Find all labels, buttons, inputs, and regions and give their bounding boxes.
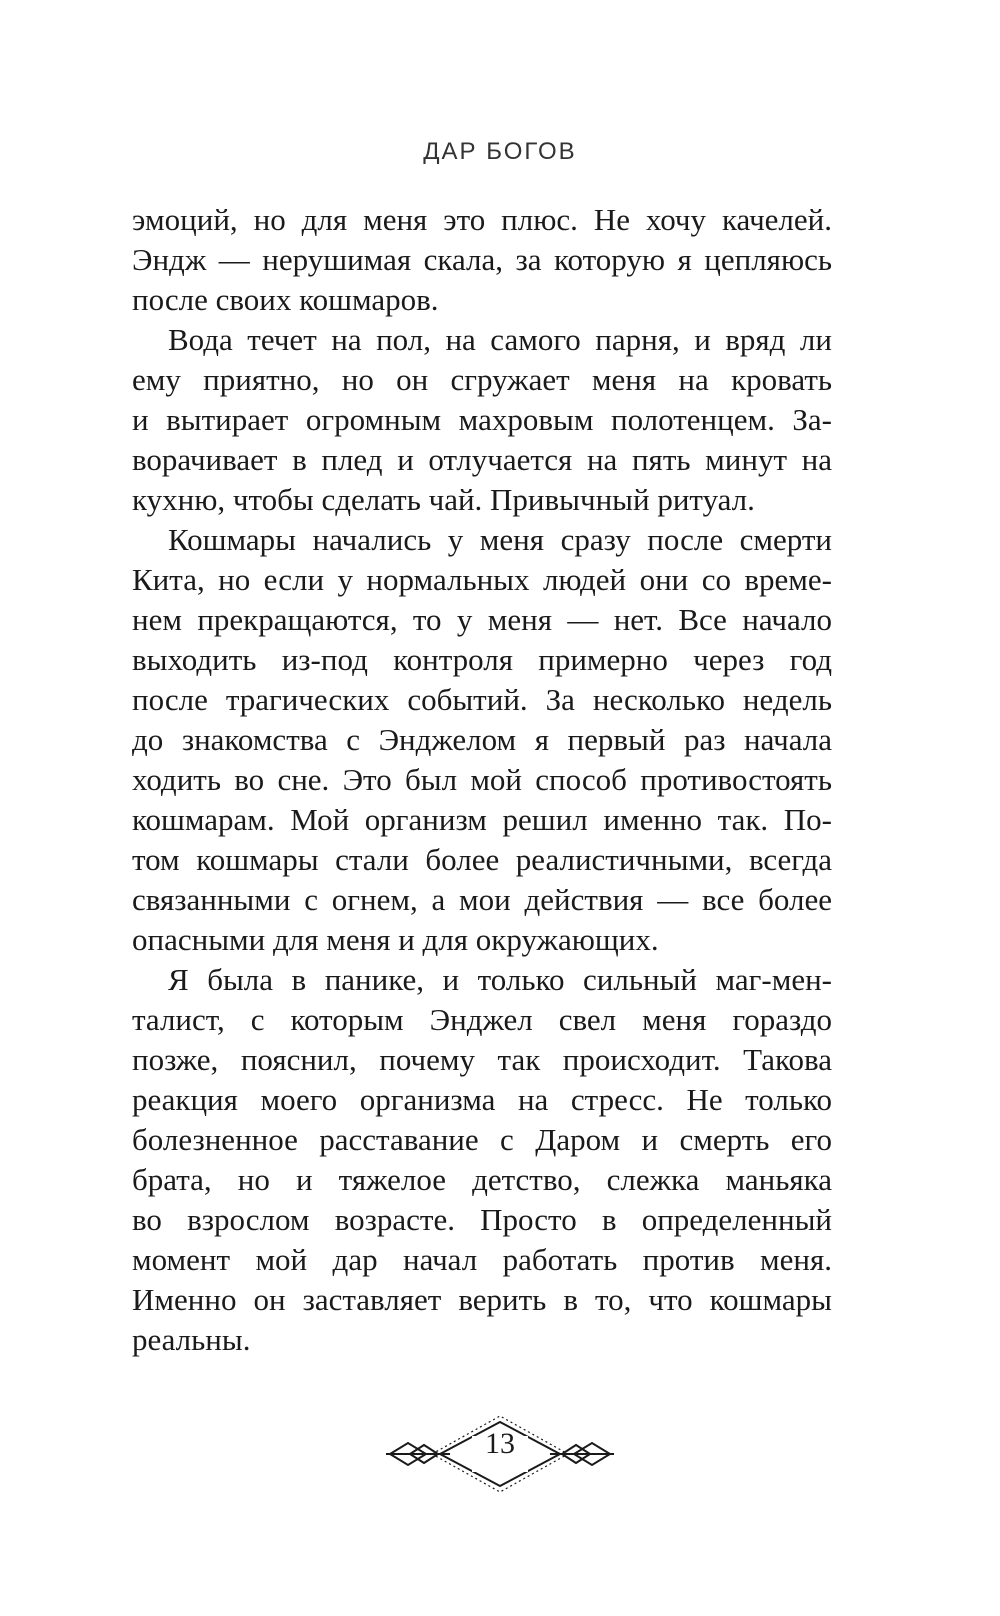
- text-line: Я была в панике, и только сильный маг-мен-: [168, 962, 832, 997]
- text-line: во взрослом возрасте. Просто в определенный: [132, 1202, 832, 1237]
- text-line: выходить из-под контроля примерно через год: [132, 642, 832, 677]
- text-line: ему приятно, но он сгружает меня на кровать: [132, 362, 832, 397]
- text-line: Вода течет на пол, на самого парня, и вряд ли: [168, 322, 832, 357]
- text-line: Кошмары начались у меня сразу после смерти: [168, 522, 832, 557]
- text-line: талист, с которым Энджел свел меня гораздо: [132, 1002, 832, 1037]
- text-line: связанными с огнем, а мои действия — все более: [132, 882, 832, 917]
- text-line: кошмарам. Мой организм решил именно так. По-: [132, 802, 832, 837]
- text-line: до знакомства с Энджелом я первый раз начала: [132, 722, 832, 757]
- text-line: эмоций, но для меня это плюс. Не хочу качелей.: [132, 202, 832, 237]
- text-line: нем прекращаются, то у меня — нет. Все начало: [132, 602, 832, 637]
- running-head: ДАР БОГОВ: [423, 138, 577, 165]
- text-line: том кошмары стали более реалистичными, всегда: [132, 842, 832, 877]
- text-line: после трагических событий. За несколько недель: [132, 682, 832, 717]
- text-line: и вытирает огромным махровым полотенцем. За-: [132, 402, 832, 437]
- text-line: ходить во сне. Это был мой способ противостоять: [132, 762, 832, 797]
- text-line: Эндж — нерушимая скала, за которую я цепляюсь: [132, 242, 832, 277]
- text-line: реакция моего организма на стресс. Не только: [132, 1082, 832, 1117]
- text-line: позже, пояснил, почему так происходит. Такова: [132, 1042, 832, 1077]
- body-text: [132, 200, 832, 1360]
- text-line: ворачивает в плед и отлучается на пять минут на: [132, 442, 832, 477]
- text-line: опасными для меня и для окружающих.: [132, 922, 659, 957]
- text-line: Кита, но если у нормальных людей они со време-: [132, 562, 832, 597]
- text-line: болезненное расставание с Даром и смерть его: [132, 1122, 832, 1157]
- text-line: Именно он заставляет верить в то, что кошмары: [132, 1282, 832, 1317]
- text-line: брата, но и тяжелое детство, слежка маньяка: [132, 1162, 832, 1197]
- text-line: кухню, чтобы сделать чай. Привычный ритуал.: [132, 482, 755, 517]
- page-number: 13: [485, 1427, 515, 1460]
- text-line: после своих кошмаров.: [132, 282, 439, 317]
- text-line: реальны.: [132, 1322, 251, 1357]
- text-line: момент мой дар начал работать против меня.: [132, 1242, 832, 1277]
